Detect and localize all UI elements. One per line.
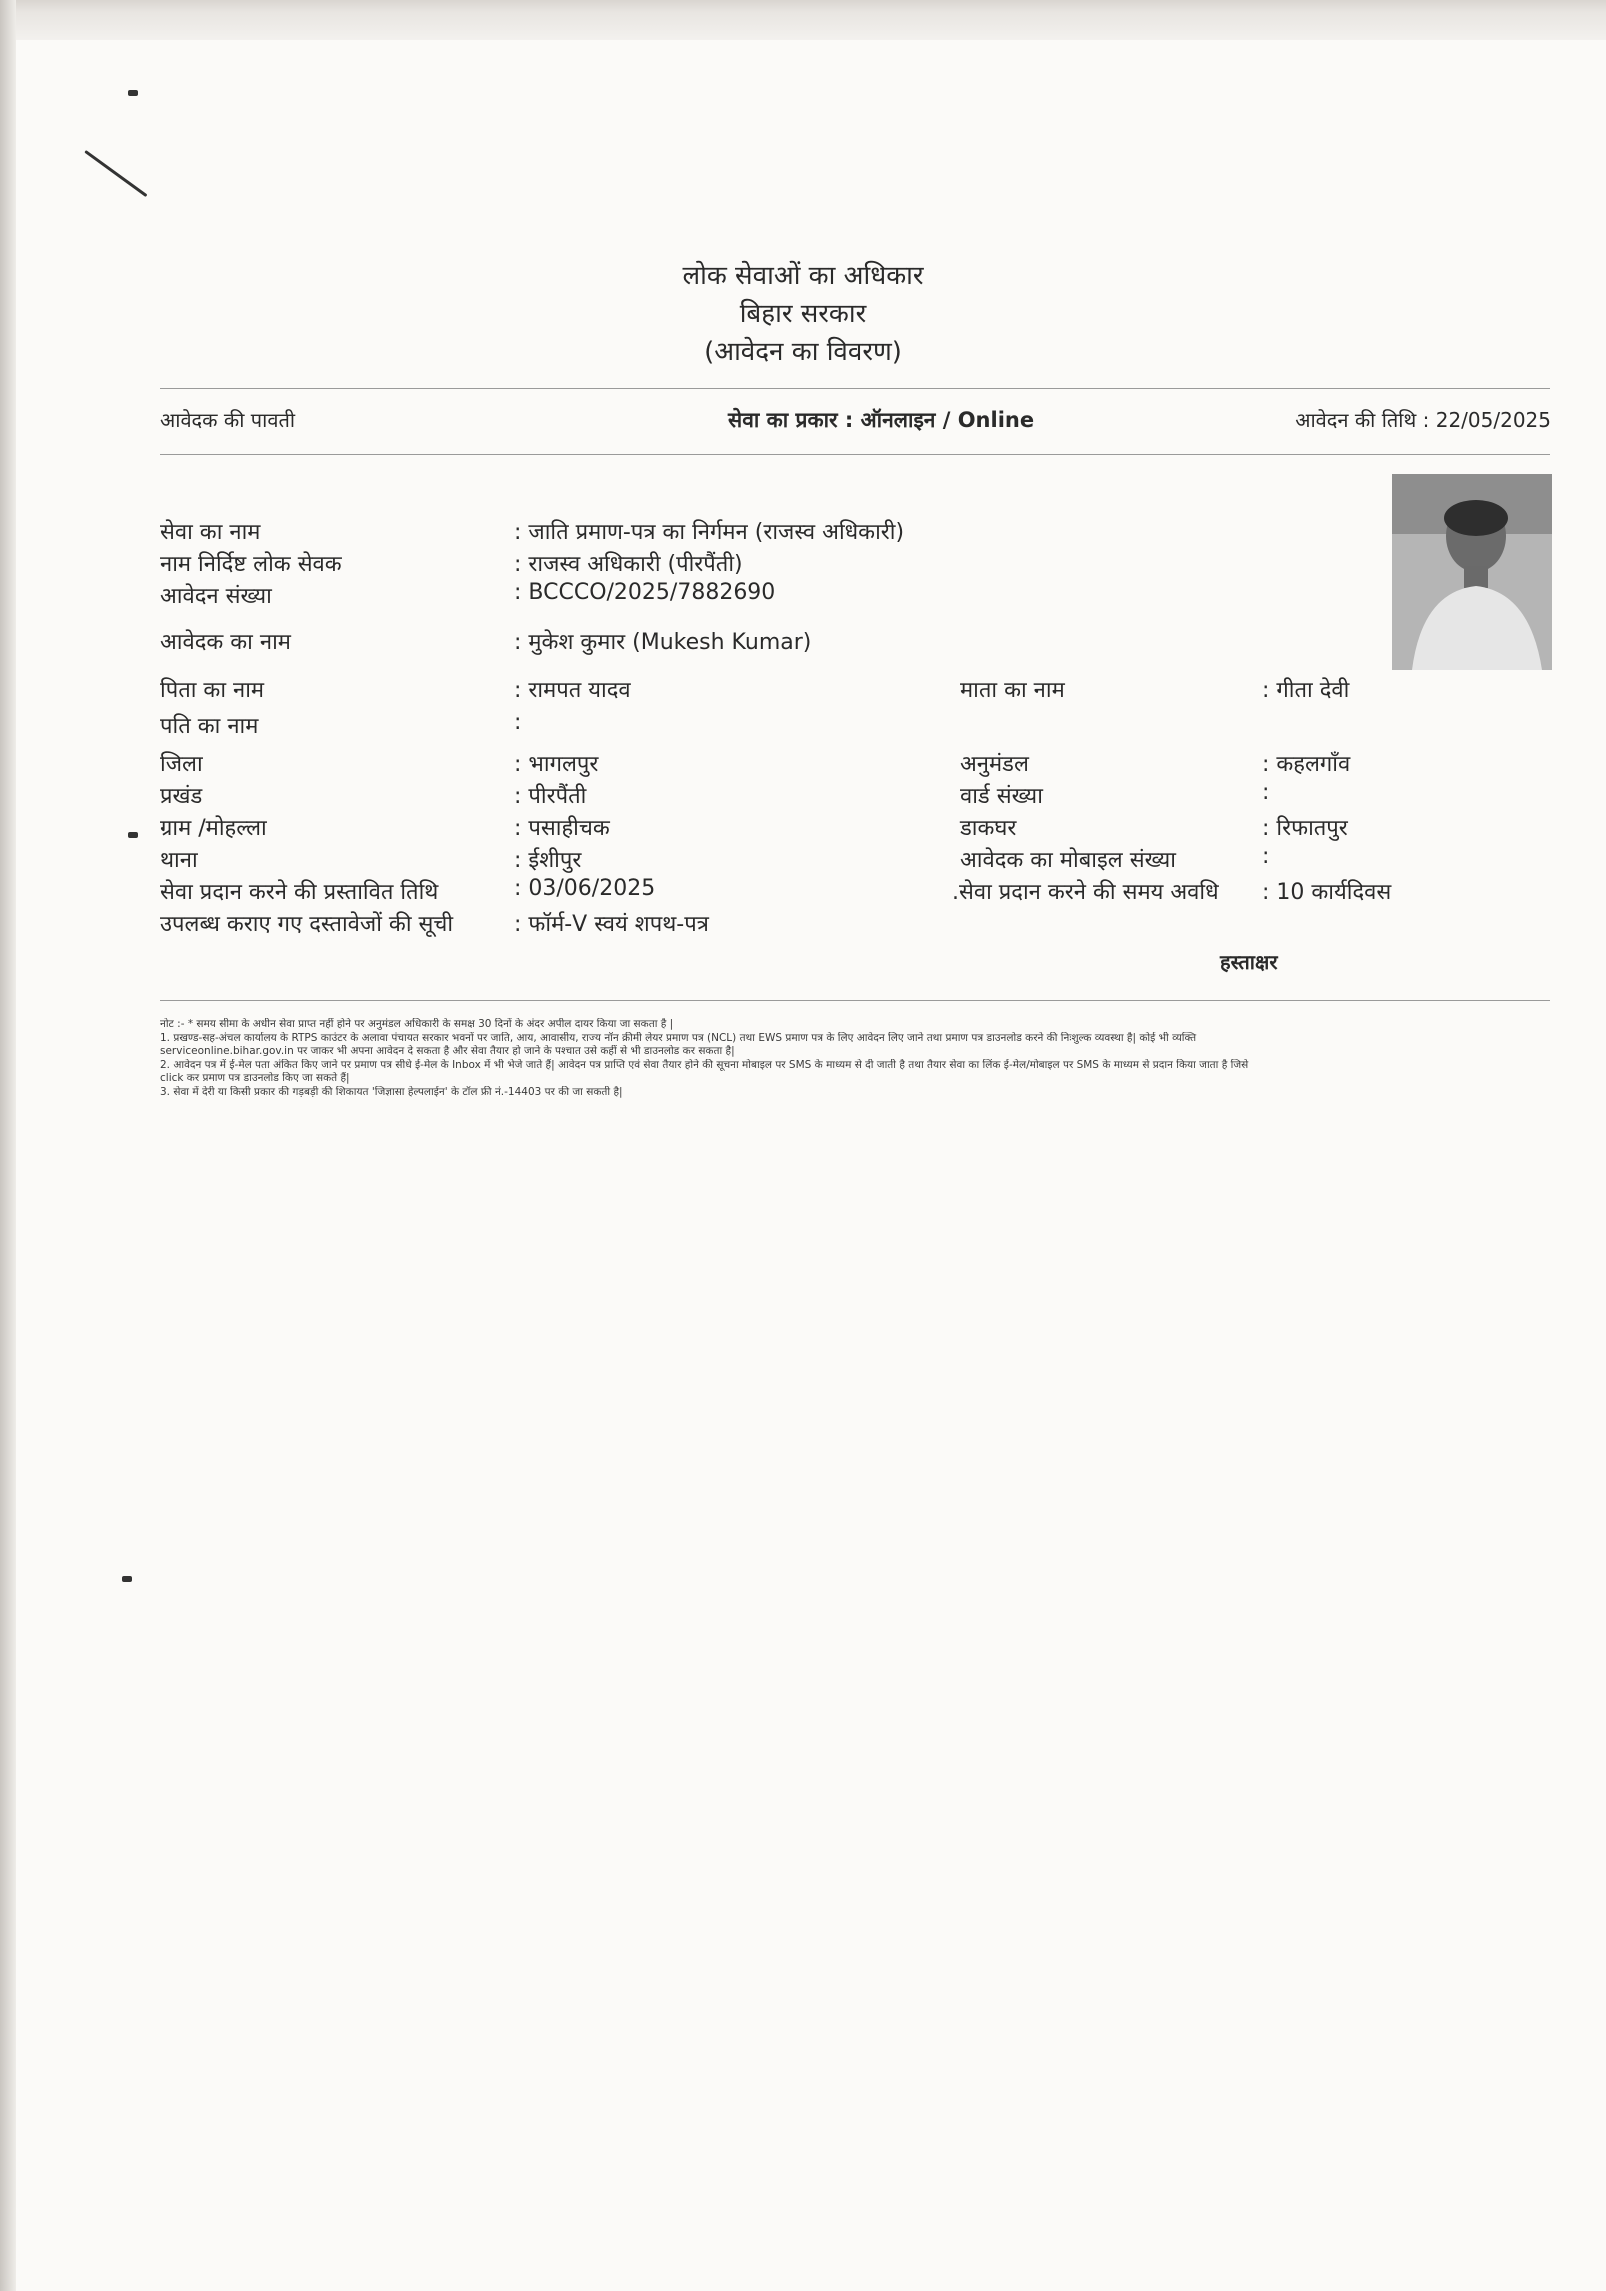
document-page <box>16 40 1606 2291</box>
note-line: 2. आवेदन पत्र में ई-मेल पता अंकित किए जाने पर प्रमाण पत्र सीधे ई-मेल के Inbox में भी भेजे जाते हैं| आवेदन पत्र प्राप्ति एवं सेवा तैयार होने की सूचना मोबाइल पर SMS के माध्यम से दी जाती है तथा तैयार सेवा का लिंक ई-मेल/मोबाइल पर SMS के माध्यम से प्रदान किया जाता है जिसे <box>160 1058 1249 1071</box>
applicant-name-label: आवेदक का नाम <box>160 630 291 655</box>
service-name-label: सेवा का नाम <box>160 520 261 545</box>
subdivision-value: : कहलगाँव <box>1262 752 1351 777</box>
ward-number-value: : <box>1262 780 1270 805</box>
time-limit-label: .सेवा प्रदान करने की समय अवधि <box>952 880 1219 905</box>
mobile-number-label: आवेदक का मोबाइल संख्या <box>960 848 1176 873</box>
applicant-name-value: : मुकेश कुमार (Mukesh Kumar) <box>514 630 812 655</box>
documents-label: उपलब्ध कराए गए दस्तावेजों की सूची <box>160 912 454 937</box>
mother-name-label: माता का नाम <box>960 678 1065 703</box>
service-type: सेवा का प्रकार : ऑनलाइन / Online <box>728 408 1035 432</box>
designated-officer-value: : राजस्व अधिकारी (पीरपैंती) <box>514 552 743 577</box>
father-name-label: पिता का नाम <box>160 678 265 703</box>
village-value: : पसाहीचक <box>514 816 610 841</box>
proposed-date-label: सेवा प्रदान करने की प्रस्तावित तिथि <box>160 880 439 905</box>
scan-mark <box>122 1576 132 1582</box>
note-line: 1. प्रखण्ड-सह-अंचल कार्यालय के RTPS काउंटर के अलावा पंचायत सरकार भवनों पर जाति, आय, आवासीय, राज्य नॉन क्रीमी लेयर प्रमाण पत्र (NCL) तथा EWS प्रमाण पत्र के लिए आवेदन लिए जाने तथा प्रमाण पत्र डाउनलोड करने की निःशुल्क व्यवस्था है| कोई भी व्यक्ति <box>160 1031 1197 1044</box>
district-label: जिला <box>160 752 203 777</box>
documents-value: : फॉर्म-V स्वयं शपथ-पत्र <box>514 912 709 937</box>
document-title: लोक सेवाओं का अधिकार <box>682 261 924 291</box>
husband-name-label: पति का नाम <box>160 714 259 739</box>
time-limit-value: : 10 कार्यदिवस <box>1262 880 1392 905</box>
proposed-date-value: : 03/06/2025 <box>514 876 656 901</box>
husband-name-value: : <box>514 710 522 735</box>
block-value: : पीरपैंती <box>514 784 587 809</box>
receipt-label: आवेदक की पावती <box>160 408 296 432</box>
document-subtitle: (आवेदन का विवरण) <box>704 337 902 367</box>
block-label: प्रखंड <box>160 784 203 809</box>
divider <box>160 454 1550 455</box>
scan-top-edge <box>0 0 1606 40</box>
service-name-value: : जाति प्रमाण-पत्र का निर्गमन (राजस्व अधिकारी) <box>514 520 905 545</box>
applicant-photo <box>1392 474 1552 670</box>
designated-officer-label: नाम निर्दिष्ट लोक सेवक <box>160 552 342 577</box>
scan-mark <box>128 90 138 96</box>
scan-mark <box>128 832 138 838</box>
police-station-label: थाना <box>160 848 198 873</box>
application-number-value: : BCCCO/2025/7882690 <box>514 580 776 605</box>
ward-number-label: वार्ड संख्या <box>960 784 1043 809</box>
subdivision-label: अनुमंडल <box>960 752 1029 777</box>
note-line: 3. सेवा में देरी या किसी प्रकार की गड़बड़ी की शिकायत 'जिज्ञासा हेल्पलाईन' के टॉल फ्री नं.-14403 पर की जा सकती है| <box>160 1085 623 1098</box>
divider <box>160 388 1550 389</box>
note-line: नोट :- * समय सीमा के अधीन सेवा प्राप्त नहीं होने पर अनुमंडल अधिकारी के समक्ष 30 दिनों के अंदर अपील दायर किया जा सकता है | <box>160 1018 674 1030</box>
signature-label: हस्ताक्षर <box>1220 950 1278 974</box>
note-line: serviceonline.bihar.gov.in पर जाकर भी अपना आवेदन दे सकता है और सेवा तैयार हो जाने के पश्चात उसे कहीं से भी डाउनलोड कर सकता है| <box>160 1045 735 1057</box>
application-number-label: आवेदन संख्या <box>160 584 272 609</box>
village-label: ग्राम /मोहल्ला <box>160 816 267 841</box>
district-value: : भागलपुर <box>514 752 599 777</box>
notes-section <box>160 1018 1550 1099</box>
divider <box>160 1000 1550 1001</box>
note-line: click कर प्रमाण पत्र डाउनलोड किए जा सकते हैं| <box>160 1072 350 1084</box>
mobile-number-value: : <box>1262 844 1270 869</box>
application-date: आवेदन की तिथि : 22/05/2025 <box>1295 408 1551 432</box>
mother-name-value: : गीता देवी <box>1262 678 1350 703</box>
post-office-value: : रिफातपुर <box>1262 816 1348 841</box>
father-name-value: : रामपत यादव <box>514 678 631 703</box>
post-office-label: डाकघर <box>960 816 1017 841</box>
government-name: बिहार सरकार <box>739 299 867 329</box>
police-station-value: : ईशीपुर <box>514 848 582 873</box>
